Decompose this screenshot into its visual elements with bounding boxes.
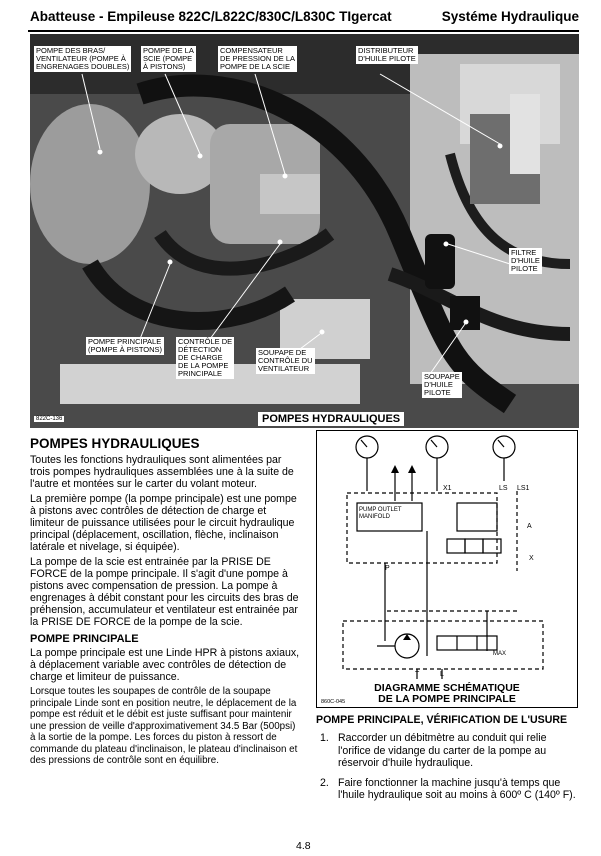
port-label-l: L — [440, 671, 444, 678]
schematic-manifold-label: PUMP OUTLET MANIFOLD — [359, 507, 402, 520]
label-saw-pump-compensator: COMPENSATEUR DE PRESSION DE LA POMPE DE LA SCIE — [220, 46, 296, 71]
left-text-column — [30, 432, 302, 770]
port-label-x: X — [529, 555, 534, 562]
schematic-title-line1: DIAGRAMME SCHÉMATIQUE — [374, 682, 520, 694]
paragraph-linde-pump: La pompe principale est une Linde HPR à pistons axiaux, à déplacement variable avec contrôles de détection de charge et limiteur de puissance. — [30, 647, 300, 683]
photo-reference-code: 822C-136 — [36, 416, 63, 422]
paragraph-main-pump: La première pompe (la pompe principale) est une pompe à pistons avec contrôles de détection de charge et limiteur de puissance utilisées pour le circuit hydraulique principal (déplacement, oscillation, flèche, inclinaison latérale et nivelage, si équipée). — [30, 493, 297, 553]
header-rule — [28, 30, 579, 32]
port-label-x1: X1 — [443, 485, 452, 492]
step-item — [316, 732, 580, 770]
section-heading: POMPES HYDRAULIQUES — [30, 436, 200, 451]
port-label-a: A — [527, 523, 532, 530]
port-label-t: T — [415, 671, 420, 678]
main-pump-schematic — [316, 430, 578, 708]
label-pilot-oil-filter: FILTRE D'HUILE PILOTE — [511, 248, 540, 273]
schematic-title-line2: DE LA POMPE PRINCIPALE — [378, 693, 516, 705]
step-text: Faire fonctionner la machine jusqu'à temps que l'huile hydraulique soit au moins à 600º C (140º F). — [338, 776, 576, 801]
schematic-drawing — [317, 431, 579, 681]
step-number: 2. — [320, 776, 329, 789]
label-pilot-oil-distributor: DISTRIBUTEUR D'HUILE PILOTE — [358, 46, 416, 63]
step-number: 1. — [320, 732, 329, 744]
step-text: Raccorder un débitmètre au conduit qui relie l'orifice de vidange du carter de la pompe au réservoir d'huile hydraulique. — [338, 732, 547, 769]
section-title: Systéme Hydraulique — [441, 9, 579, 24]
hydraulic-pumps-photo — [30, 34, 579, 428]
port-label-ls: LS — [499, 485, 508, 492]
port-label-ls1: LS1 — [517, 485, 530, 492]
label-saw-pump: POMPE DE LA SCIE (POMPE À PISTONS) — [143, 46, 194, 71]
label-pilot-oil-valve: SOUPAPE D'HUILE PILOTE — [424, 372, 460, 397]
page-number: 4.8 — [296, 840, 311, 852]
paragraph-intro: Toutes les fonctions hydrauliques sont alimentées par trois pompes hydrauliques assemblées une à la suite de l'autre et montées sur le carter du volant moteur. — [30, 454, 294, 490]
step-item — [316, 777, 580, 802]
port-label-p: P — [385, 565, 390, 572]
label-main-pump: POMPE PRINCIPALE (POMPE À PISTONS) — [88, 337, 163, 354]
schematic-reference-code: 860C-045 — [321, 699, 346, 705]
document-header-title: Abatteuse - Empileuse 822C/L822C/830C/L830C TIgercat — [30, 9, 392, 24]
right-text-column — [316, 714, 580, 809]
label-fan-control-valve: SOUPAPE DE CONTRÔLE DU VENTILATEUR — [258, 348, 313, 373]
subsection-heading: POMPE PRINCIPALE — [30, 633, 139, 645]
label-load-sense-control: CONTRÔLE DE DÉTECTION DE CHARGE DE LA POMPE PRINCIPALE — [178, 337, 233, 378]
photo-caption: POMPES HYDRAULIQUES — [258, 412, 404, 426]
port-label-max: MAX — [493, 651, 507, 657]
paragraph-neutral-position: Lorsque toutes les soupapes de contrôle de la soupape principale Linde sont en position neutre, le déplacement de la pompe est réduit et le débit est juste suffisant pour maintenir une pression de veille d'approximativement 34.5 Bar (500psi) à la sortie de la pompe. Les forces du piston à ressort de commande du plateau d'inclinaison, le plateau d'inclinaison et des pressions de contrôle sont en équilibre. — [30, 686, 298, 766]
label-arm-fan-pump: POMPE DES BRAS/ VENTILATEUR (POMPE À ENGRENAGES DOUBLES) — [36, 46, 130, 71]
schematic-title — [317, 683, 577, 705]
paragraph-saw-pump: La pompe de la scie est entrainée par la PRISE DE FORCE de la pompe principale. Il s'agit d'une pompe à pistons avec compensation de pression. La pompe à engrenages à débit constant pour les circuits des bras de préhension, accumulateur et ventilateur est entrainée par la PRISE DE FORCE de la pompe de la scie. — [30, 556, 299, 628]
wear-check-heading: POMPE PRINCIPALE, VÉRIFICATION DE L'USURE — [316, 714, 568, 726]
